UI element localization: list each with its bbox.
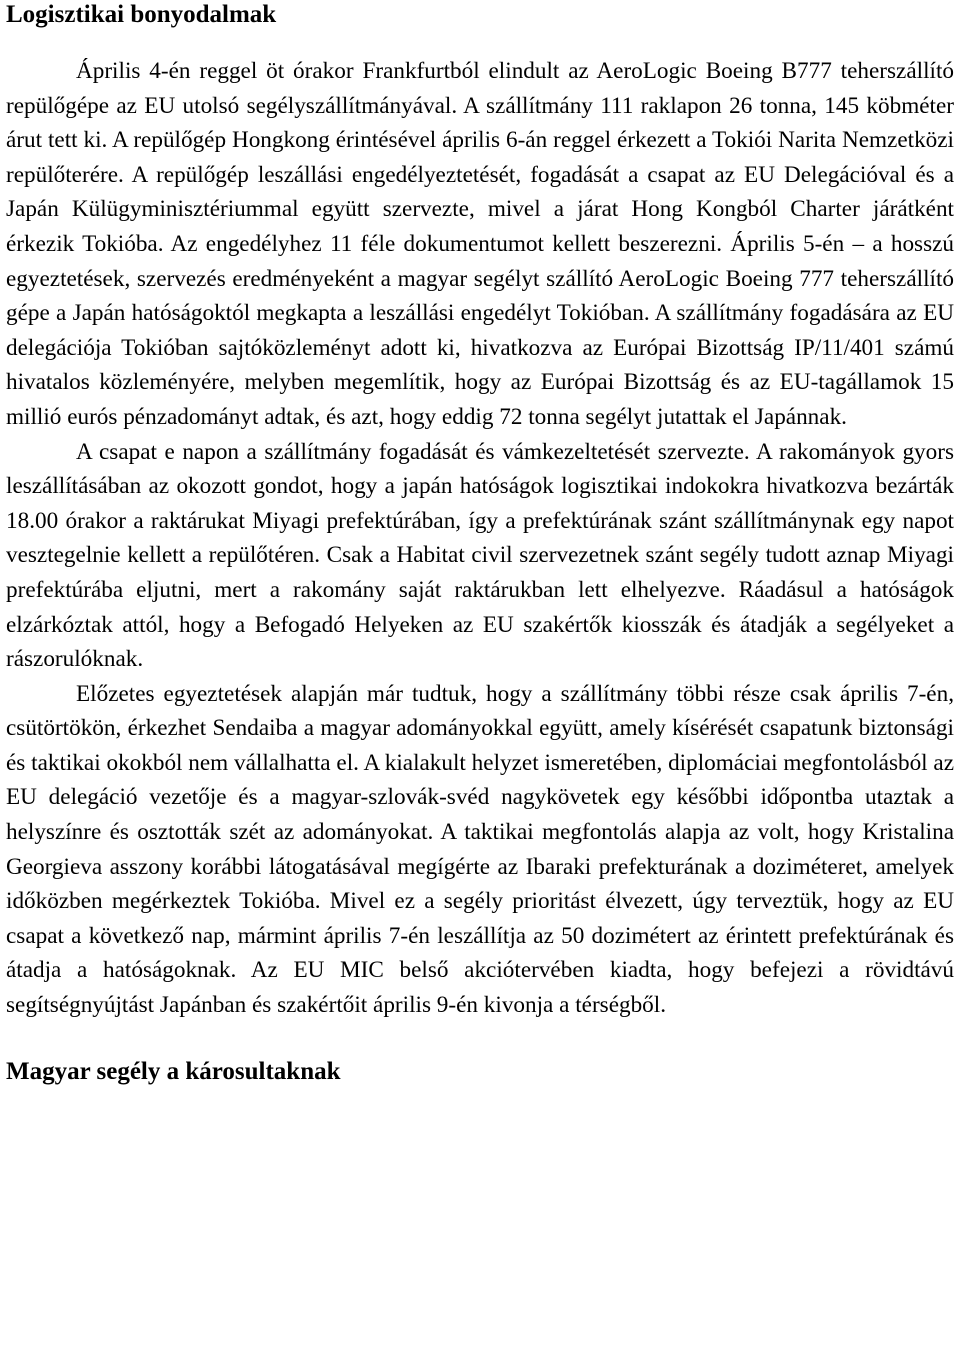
paragraph-2: A csapat e napon a szállítmány fogadását és vámkezeltetését szervezte. A rakományok gyors leszállításában az okozott gondot, hogy a japán hatóságok logisztikai indokokra hivatkozva bezárták 18.00 órakor a raktárukat Miyagi prefektúrában, így a prefektúrának szánt szállítmánynak egy napot vesztegelnie kellett a repülőtéren. Csak a Habitat civil szervezetnek szánt segély tudott aznap Miyagi prefektúrába eljutni, mert a rakomány saját raktárukban lett elhelyezve. Ráadásul a hatóságok elzárkóztak attól, hogy a Befogadó Helyeken az EU szakértők kiosszák és átadják a segélyeket a rászorulóknak. <box>6 438 954 673</box>
paragraph-1: Április 4-én reggel öt órakor Frankfurtból elindult az AeroLogic Boeing B777 teherszállító repülőgépe az EU utolsó segélyszállítmányával. A szállítmány 111 raklapon 26 tonna, 145 köbméter árut tett ki. A repülőgép Hongkong érintésével április 6-án reggel érkezett a Tokiói Narita Nemzetközi repülőterére. A repülőgép leszállási engedélyeztetését, fogadását a csapat az EU Delegációval és a Japán Külügyminisztériummal együtt szervezte, mivel a járat Hong Kongból Charter járátként érkezik Tokióba. Az engedélyhez 11 féle dokumentumot kellett beszerezni. Április 5-én – a hosszú egyeztetések, szervezés eredményeként a magyar segélyt szállító AeroLogic Boeing 777 teherszállító gépe a Japán hatóságoktól megkapta a leszállási engedélyt Tokióban. A szállítmány fogadására az EU delegációja Tokióban sajtóközleményt adott ki, hivatkozva az Európai Bizottság IP/11/401 számú hivatalos közleményére, melyben megemlítik, hogy az Európai Bizottság és az EU-tagállamok 15 millió eurós pénzadományt adtak, és azt, hogy eddig 72 tonna segélyt jutattak el Japánnak. <box>6 58 954 430</box>
paragraph-3: Előzetes egyeztetések alapján már tudtuk, hogy a szállítmány többi része csak április 7-én, csütörtökön, érkezhet Sendaiba a magyar adományokkal együtt, amely kísérését csapatunk biztonsági és taktikai okokból nem vállalhatta el. A kialakult helyzet ismeretében, diplomáciai megfontolásból az EU delegáció vezetője és a magyar-szlovák-svéd nagykövetek egy későbbi időpontba utaztak a helyszínre és osztották szét az adományokat. A taktikai megfontolás alapja az volt, hogy Kristalina Georgieva asszony korábbi látogatásával megígérte az Ibaraki prefekturának a doziméteret, amelyek időközben megérkeztek Tokióba. Mivel ez a segély prioritást élvezett, úgy terveztük, hogy az EU csapat a következő nap, mármint április 7-én leszállítja az 50 dozimétert az érintett prefektúrának és átadja a hatóságoknak. Az EU MIC belső akciótervében kiadta, hogy befejezi a rövidtávú segítségnyújtást Japánban és szakértőit április 9-én kivonja a térségből. <box>6 680 954 1019</box>
section-spacer <box>6 1023 954 1057</box>
section-heading-logistics: Logisztikai bonyodalmak <box>6 1 277 28</box>
section-heading-aid: Magyar segély a károsultaknak <box>6 1057 341 1085</box>
document-page <box>6 0 954 1087</box>
